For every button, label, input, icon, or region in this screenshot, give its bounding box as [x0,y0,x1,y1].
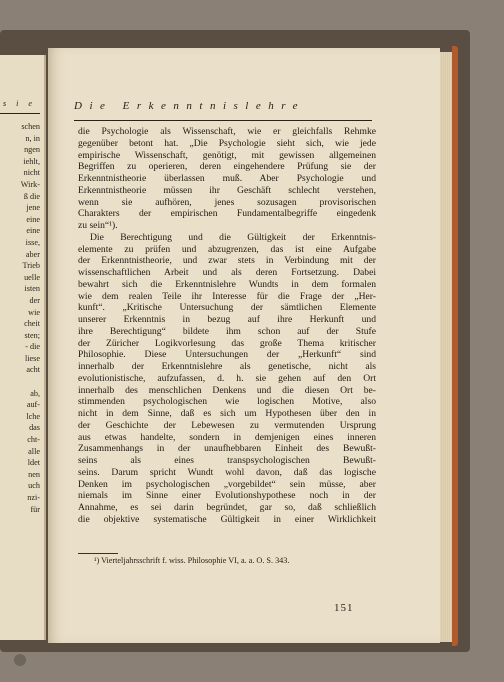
text-line: Erkenntnistheorie überlassen muß. Aber Psychologie und [78,173,376,184]
text-line: Erkenntnistheorie müssen ihr Geschäft schlecht verstehen, [78,184,376,196]
text-line: bewahrt sich die Erkenntnislehre Wundts in dem formalen [78,278,376,290]
left-text-line: acht [26,365,40,375]
left-text-line: sten; [24,330,40,340]
left-text-line: liese [24,353,40,363]
text-line: wenn sie aufhören, jenes sozusagen provisorischen [78,196,376,208]
left-text-line: aber [25,249,40,259]
text-line: nicht in dem Sinne, daß es sich um Hypothesen über den in [78,408,376,419]
text-line: seins als eines transpsychologischen Bewußt- [78,455,376,466]
left-text-line: cheit [24,319,40,329]
text-line: die objektive systematische Gültigkeit in einer Wirklichkeit [78,513,376,525]
text-line: Denken im psychologischen „vorgebildet“ sein müsse, aber [78,478,376,490]
running-head: Die Erkenntnislehre [74,100,305,112]
left-text-line: uelle [24,272,40,282]
left-text-line: iehlt, [23,156,40,166]
left-text-line: ldet [27,458,40,468]
text-line: innerhalb des menschlichen Denkens und die diesen Ort be- [78,384,376,396]
left-text-line: nen [28,469,40,479]
left-running-head: s i e [3,99,36,108]
text-line: wie dem realen Teile ihr Interesse für die Frage der „Her- [78,290,376,302]
text-line: seins. Darum spricht Wundt wohl davon, daß das logische [78,466,376,478]
left-text-line: n, in [25,133,40,143]
left-text-line: ab, [30,388,40,398]
text-line: Zusammenhangs in der unaufhebbaren Einheit des Bewußt- [78,443,376,455]
left-text-line: uch [28,481,40,491]
left-header-rule [0,113,40,114]
left-text-line: ß die [23,191,40,201]
text-line: elemente zu prüfen und abzugrenzen, das ist eine Aufgabe [78,243,376,255]
left-text-line [0,376,40,388]
text-line: gegenüber betont hat. „Die Psychologie sieht sich, wie jede [78,137,376,149]
text-line: empirische Wissenschaft, genötigt, mit gewissen allgemeinen [78,149,376,161]
left-text-line: nicht [23,168,40,178]
text-line: zu sein“¹). [78,220,118,231]
text-line: Philosophie. Diese Untersuchungen der „Herkunft“ sind [78,349,376,361]
text-line: innerhalb der Erkenntnislehre als genetische, nicht als [78,361,376,372]
left-text-line: eine [26,226,40,236]
text-line: die Psychologie als Wissenschaft, wie er gleichfalls Rehmke [78,126,376,137]
left-text-line: isten [24,284,40,294]
text-line: der Züricher Logikvorlesung das große Thema kritischer [78,337,376,349]
footnote: ¹) Vierteljahrsschrift f. wiss. Philosophie VI, a. a. O. S. 343. [94,556,290,565]
left-text-line: isse, [25,237,40,247]
left-text-line: ngen [24,145,40,155]
left-text-line: für [30,504,40,514]
right-page [48,48,440,643]
left-text-line: alle [28,446,40,456]
text-line: wissenschaftlichen Arbeit und als deren Fortsetzung. Dabei [78,267,376,278]
left-text-line: eine [26,214,40,224]
text-line: der Erkenntnistheorie, und zwar stets in Verbindung mit der [78,255,376,267]
book-cover-edge [452,46,458,646]
text-line: der Geschichte der Lebewesen zu vermutenden Ursprung [78,419,376,431]
left-page [0,55,46,640]
body-text [78,126,376,526]
left-page-text [0,121,40,515]
text-line: evolutionistische, aufzufassen, d. h. sie gehen auf den Ort [78,372,376,384]
left-text-line: auf- [26,400,40,410]
left-text-line: jene [26,203,40,213]
left-text-line: Wirk- [20,179,40,189]
text-line: ihre Berechtigung“ bildete ihm schon auf der Stufe [78,325,376,337]
text-line: Annahme, es sei darin begründet, gar so, daß schließlich [78,502,376,513]
text-line: stimmenden psychologischen wie logischen Motive, also [78,396,376,408]
left-text-line: der [29,295,40,305]
left-text-line: wie [28,307,40,317]
footnote-rule [78,553,118,554]
text-line: aus etwas handelte, sondern in demjenigen eines inneren [78,431,376,443]
header-rule [74,120,372,121]
left-text-line: cht- [27,435,40,445]
left-text-line: schen [21,122,40,131]
left-text-line: das [29,423,40,433]
text-line: unserer Erkenntnis in bezug auf ihre Herkunft und [78,314,376,325]
text-line: niemals im Sinne einer Evolutionshypothese noch in der [78,490,376,502]
left-text-line: Trieb [22,261,40,271]
text-line: Charakters der empirischen Fundamentalbegriffe eingedenk [78,208,376,220]
text-line: kunft“. „Kritische Untersuchung der sämtlichen Elemente [78,302,376,314]
text-line: Begriffen zu operieren, deren eingehendere Prüfung sie der [78,161,376,173]
left-text-line: nzi- [27,493,40,502]
page-number: 151 [334,602,354,614]
left-text-line: lche [26,411,40,421]
left-text-line: - die [25,342,40,352]
text-line: Die Berechtigung und die Gültigkeit der Erkenntnis- [90,231,376,243]
corner-mark [14,654,26,666]
